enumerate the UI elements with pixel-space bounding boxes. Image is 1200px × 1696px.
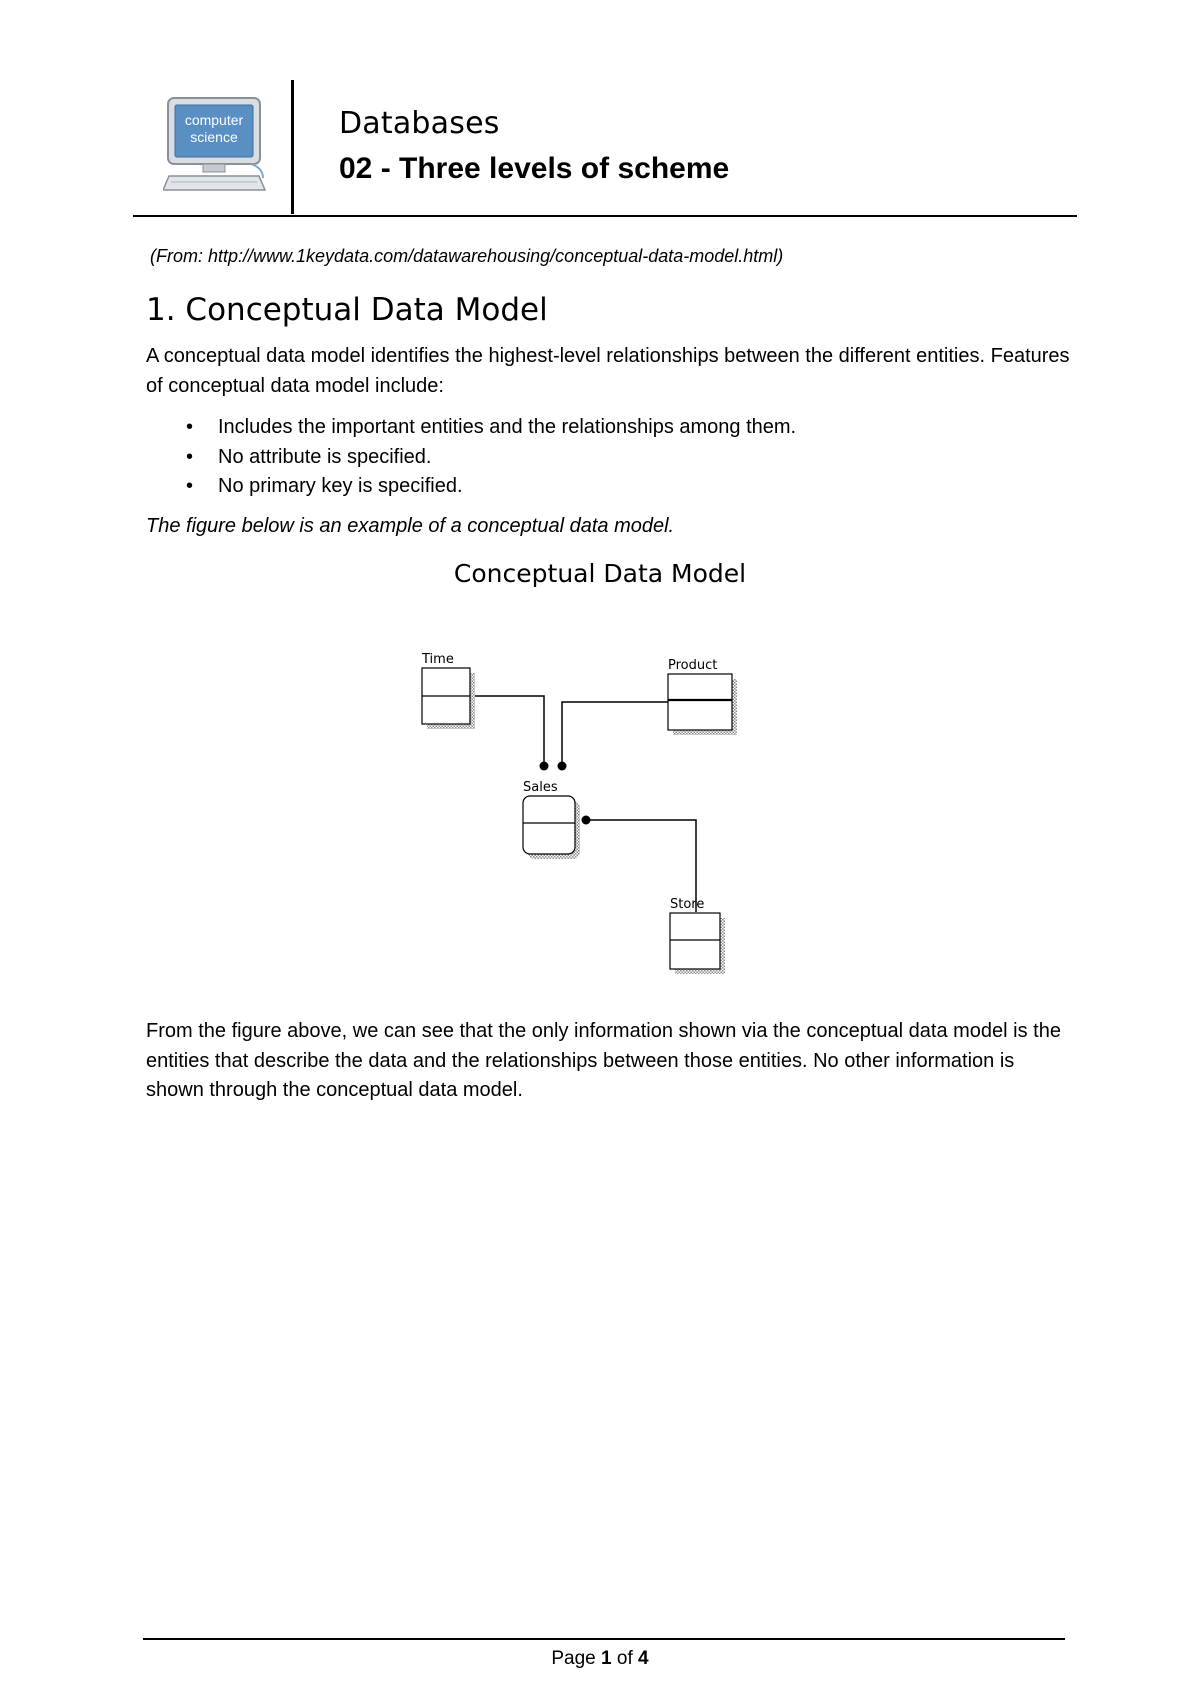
figure-caption: The figure below is an example of a conceptual data model.	[146, 515, 675, 537]
entity-product	[668, 658, 737, 735]
list-item-text: No primary key is specified.	[218, 475, 463, 497]
relationship-lines	[472, 696, 696, 912]
entity-store	[670, 897, 725, 974]
entity-label-store: Store	[670, 897, 705, 912]
page-number: 1	[601, 1648, 612, 1669]
header-divider	[291, 80, 294, 214]
store-sales-endpoint	[582, 816, 591, 825]
document-title: Databases	[339, 106, 500, 141]
explanation-paragraph: From the figure above, we can see that the only information shown via the conceptual data model is the entities that describe the data and the relationships between those entities. No other information is shown through the conceptual data model.	[146, 1020, 1061, 1101]
entity-label-product: Product	[668, 658, 718, 673]
time-sales-endpoint	[540, 762, 549, 771]
entity-time	[421, 652, 475, 729]
source-citation: (From: http://www.1keydata.com/datawarehousing/conceptual-data-model.html)	[150, 246, 784, 266]
figure-title: Conceptual Data Model	[453, 559, 747, 588]
feature-list	[146, 413, 796, 502]
document-subtitle: 02 - Three levels of scheme	[339, 152, 730, 185]
page-total: 4	[638, 1648, 649, 1669]
entity-label-sales: Sales	[523, 780, 558, 795]
intro-paragraph: A conceptual data model identifies the highest-level relationships between the different entities. Features of conceptual data model include:	[146, 345, 1070, 397]
list-item	[146, 443, 796, 473]
bullet-icon: •	[186, 445, 194, 468]
logo-text-line2: science	[190, 129, 238, 145]
footer-divider	[143, 1638, 1065, 1640]
time-sales-line	[472, 696, 544, 762]
product-sales-endpoint	[558, 762, 567, 771]
product-sales-line	[562, 702, 668, 762]
conceptual-model-diagram	[410, 640, 750, 990]
list-item-text: No attribute is specified.	[218, 445, 432, 468]
entity-label-time: Time	[422, 652, 454, 667]
computer-science-logo	[163, 96, 269, 196]
page-footer	[0, 1648, 1200, 1670]
list-item	[146, 413, 796, 443]
list-item-text: Includes the important entities and the relationships among them.	[218, 416, 797, 438]
document-header	[133, 80, 1077, 217]
bullet-icon: •	[186, 416, 194, 438]
page-label: Page	[551, 1648, 596, 1669]
section-heading: 1. Conceptual Data Model	[146, 292, 548, 328]
logo-text-line1: computer	[184, 112, 244, 128]
of-label: of	[616, 1648, 633, 1669]
entity-sales	[523, 780, 580, 859]
bullet-icon: •	[186, 475, 194, 497]
list-item	[146, 472, 796, 502]
